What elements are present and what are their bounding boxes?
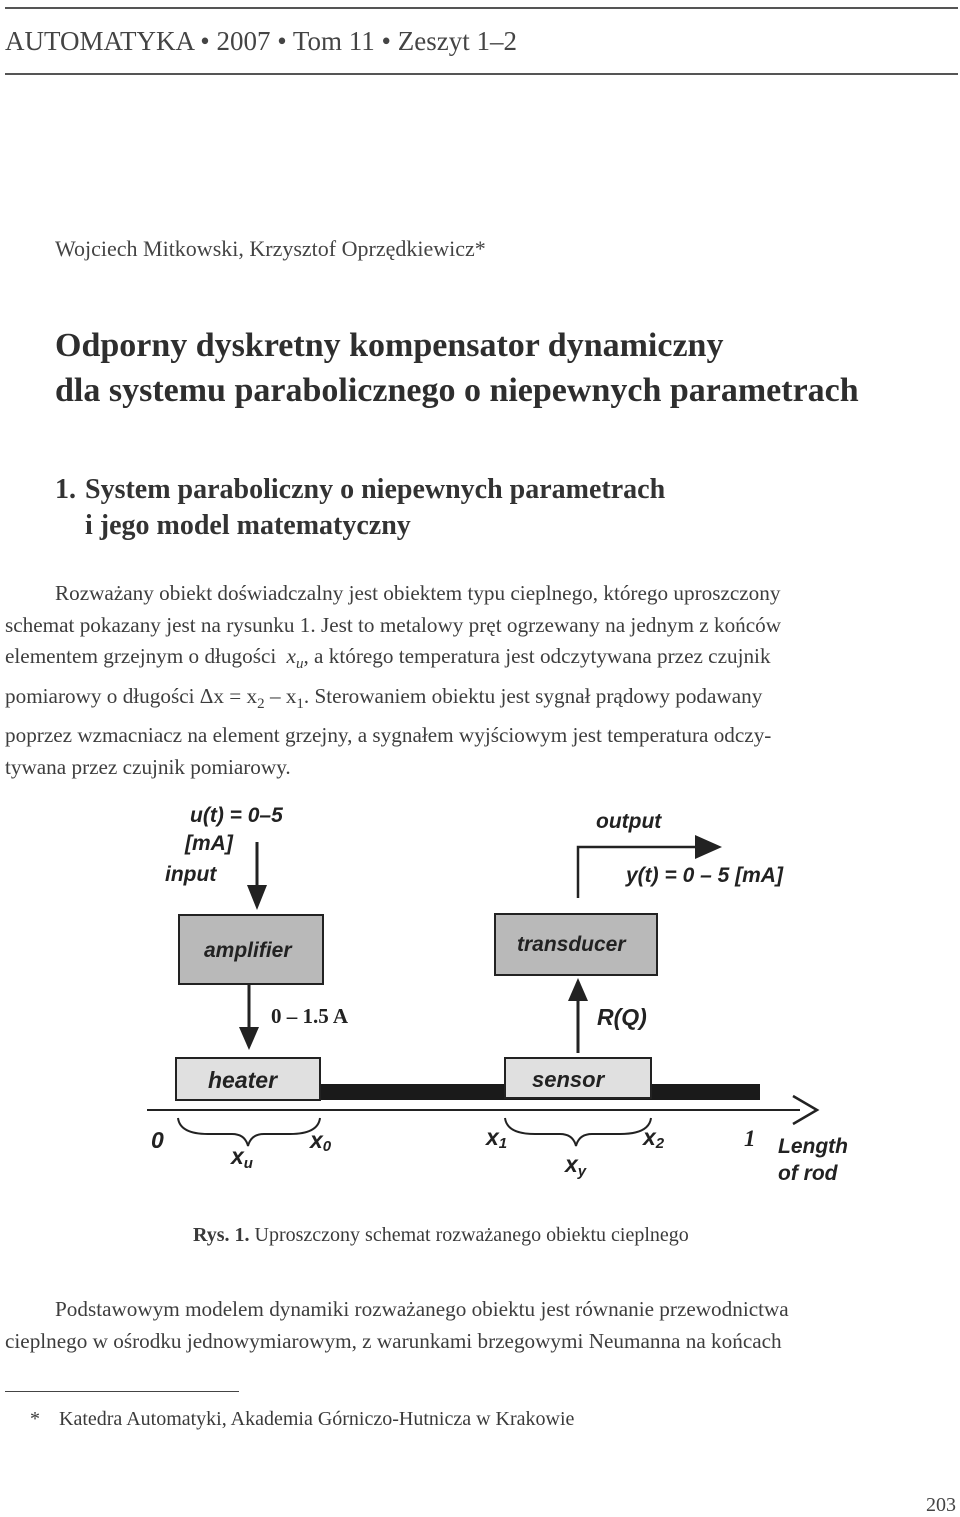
input-label: input: [165, 863, 217, 886]
sensor-arrow-head: [568, 978, 588, 1001]
paragraph-2: [5, 1294, 957, 1357]
header-rule-bottom: [5, 73, 958, 75]
footnote-text: Katedra Automatyki, Akademia Górniczo-Hutnicza w Krakowie: [59, 1408, 575, 1430]
heater-label: heater: [208, 1067, 278, 1093]
authors: Wojciech Mitkowski, Krzysztof Oprzędkiewicz*: [55, 236, 486, 261]
length-label-line-2: of rod: [778, 1162, 838, 1185]
input-arrow-head: [247, 885, 267, 910]
length-label-line-1: Length: [778, 1135, 848, 1158]
paper-title-line-2: dla systemu parabolicznego o niepewnych parametrach: [55, 372, 859, 409]
input-formula: u(t) = 0–5: [190, 804, 283, 827]
p2-line-2: cieplnego w ośrodku jednowymiarowym, z warunkami brzegowymi Neumanna na końcach: [5, 1328, 782, 1353]
p1-line-1: Rozważany obiekt doświadczalny jest obiektem typu cieplnego, którego uproszczony: [55, 581, 781, 605]
xy-label: xy: [565, 1151, 587, 1180]
current-arrow-head: [239, 1027, 259, 1050]
p1-line-4: pomiarowy o długości $\Delta x = x_2 - x_1$. Sterowaniem obiektu jest sygnał prądowy podawany: [5, 683, 763, 712]
amplifier-label: amplifier: [204, 939, 292, 962]
p2-line-1: Podstawowym modelem dynamiki rozważanego obiektu jest równanie przewodnictwa: [55, 1297, 789, 1321]
output-formula: y(t) = 0 – 5 [mA]: [626, 864, 783, 887]
figure-schematic: [0, 790, 960, 1210]
journal-header: AUTOMATYKA • 2007 • Tom 11 • Zeszyt 1–2: [5, 26, 517, 56]
output-label: output: [596, 810, 662, 833]
axis-one: 1: [744, 1126, 756, 1151]
output-arrow-head: [695, 835, 722, 859]
xu-label: xu: [231, 1143, 253, 1172]
transducer-label: transducer: [517, 933, 626, 956]
caption-label: Rys. 1.: [193, 1224, 250, 1246]
footnote: [30, 1408, 574, 1431]
paper-title-line-1: Odporny dyskretny kompensator dynamiczny: [55, 327, 724, 364]
p1-line-6: tywana przez czujnik pomiarowy.: [5, 754, 291, 779]
heater-brace: [178, 1118, 320, 1146]
current-label: 0 – 1.5 A: [271, 1004, 349, 1028]
footnote-rule: [5, 1391, 239, 1392]
header-rule: [5, 7, 958, 9]
p1-line-2: schemat pokazany jest na rysunku 1. Jest to metalowy pręt ogrzewany na jednym z końców: [5, 612, 782, 637]
resistance-label: R(Q): [597, 1004, 647, 1030]
axis-zero: 0: [151, 1127, 164, 1153]
p1-line-5: poprzez wzmacniacz na element grzejny, a sygnałem wyjściowym jest temperatura odczy-: [5, 723, 772, 748]
x0-label: x0: [310, 1127, 332, 1155]
sensor-brace: [505, 1118, 651, 1146]
paragraph-1: [5, 578, 957, 783]
footnote-mark: *: [30, 1408, 40, 1430]
section-title-line-1: System paraboliczny o niepewnych parametrach: [85, 474, 666, 505]
input-unit: [mA]: [185, 832, 233, 855]
page-number: 203: [926, 1494, 956, 1516]
x1-label: x1: [486, 1124, 508, 1152]
section-title-line-2: i jego model matematyczny: [85, 510, 411, 541]
caption-text: Uproszczony schemat rozważanego obiektu cieplnego: [249, 1224, 689, 1246]
section-number: 1.: [55, 474, 76, 505]
x2-label: x2: [643, 1124, 665, 1152]
figure-caption: [193, 1224, 689, 1247]
p1-line-3: elementem grzejnym o długości $x_u$, a którego temperatura jest odczytywana przez czujnik: [5, 644, 771, 673]
sensor-label: sensor: [532, 1067, 605, 1092]
